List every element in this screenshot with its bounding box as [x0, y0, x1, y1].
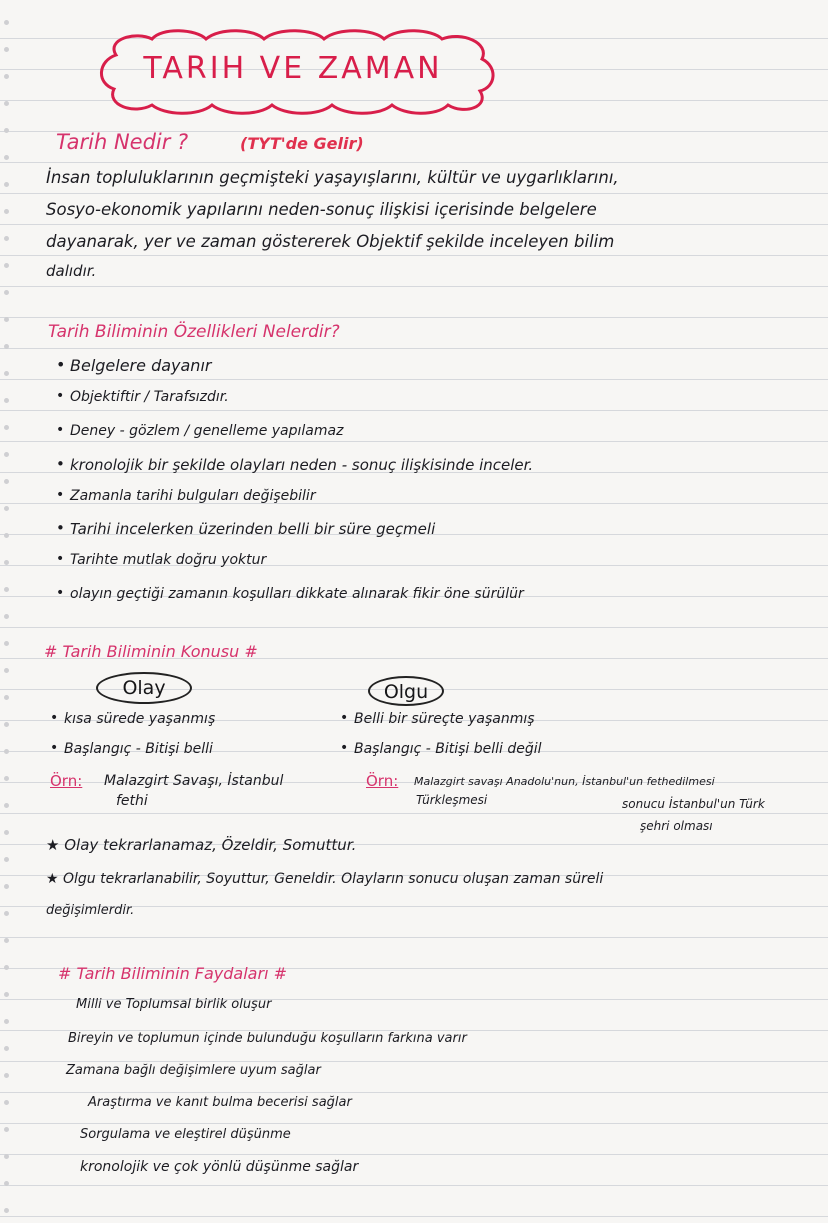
- page-title: TARIH VE ZAMAN: [143, 51, 443, 86]
- olgu-oval: Olgu: [368, 676, 444, 706]
- binding-hole: [4, 614, 9, 619]
- feature-item: • Tarihi incelerken üzerinden belli bir süre geçmeli: [70, 522, 435, 537]
- binding-holes: [4, 0, 10, 1223]
- olgu-example-line: Malazgirt savaşı Anadolu'nun, İstanbul'un fethedilmesi: [414, 775, 715, 788]
- olgu-note: ★ Olgu tekrarlanabilir, Soyuttur, Geneldir. Olayların sonucu oluşan zaman süreli: [46, 871, 604, 887]
- binding-hole: [4, 587, 9, 592]
- binding-hole: [4, 155, 9, 160]
- binding-hole: [4, 1127, 9, 1132]
- olay-example-line: fethi: [116, 793, 148, 809]
- feature-item: • Objektiftir / Tarafsızdır.: [70, 390, 229, 404]
- binding-hole: [4, 1046, 9, 1051]
- binding-hole: [4, 695, 9, 700]
- olgu-example-line: sonucu İstanbul'un Türk: [622, 797, 765, 811]
- binding-hole: [4, 74, 9, 79]
- binding-hole: [4, 803, 9, 808]
- binding-hole: [4, 344, 9, 349]
- tyt-note: (TYT'de Gelir): [240, 134, 364, 153]
- feature-item: • Belgelere dayanır: [70, 358, 211, 374]
- feature-item: • olayın geçtiği zamanın koşulları dikkate alınarak fikir öne sürülür: [70, 587, 524, 601]
- olay-bullet: • Başlangıç - Bitişi belli: [64, 742, 213, 756]
- olgu-bullet: • Belli bir süreçte yaşanmış: [354, 712, 535, 726]
- binding-hole: [4, 1019, 9, 1024]
- section-heading-faydalari: # Tarih Biliminin Faydaları #: [58, 964, 287, 983]
- olay-note: ★ Olay tekrarlanamaz, Özeldir, Somuttur.: [46, 836, 357, 854]
- olay-example-label: Örn:: [50, 772, 83, 790]
- binding-hole: [4, 641, 9, 646]
- olgu-example-line: şehri olması: [640, 819, 713, 833]
- olgu-example-label: Örn:: [366, 772, 399, 790]
- benefit-line: Bireyin ve toplumun içinde bulunduğu koşulların farkına varır: [68, 1031, 467, 1046]
- binding-hole: [4, 263, 9, 268]
- binding-hole: [4, 20, 9, 25]
- definition-line-3: dayanarak, yer ve zaman göstererek Objektif şekilde inceleyen bilim: [46, 232, 615, 251]
- binding-hole: [4, 533, 9, 538]
- binding-hole: [4, 128, 9, 133]
- definition-line-4: dalıdır.: [46, 262, 97, 280]
- binding-hole: [4, 182, 9, 187]
- binding-hole: [4, 938, 9, 943]
- binding-hole: [4, 857, 9, 862]
- binding-hole: [4, 425, 9, 430]
- feature-item: • Zamanla tarihi bulguları değişebilir: [70, 489, 316, 503]
- binding-hole: [4, 1154, 9, 1159]
- feature-item: • kronolojik bir şekilde olayları neden - sonuç ilişkisinde inceler.: [70, 458, 533, 473]
- benefit-line: Sorgulama ve eleştirel düşünme: [80, 1127, 291, 1142]
- definition-line-2: Sosyo-ekonomik yapılarını neden-sonuç ilişkisi içerisinde belgelere: [46, 200, 597, 219]
- binding-hole: [4, 830, 9, 835]
- feature-item: • Tarihte mutlak doğru yoktur: [70, 553, 266, 567]
- benefit-line: Araştırma ve kanıt bulma becerisi sağlar: [88, 1095, 352, 1110]
- binding-hole: [4, 317, 9, 322]
- binding-hole: [4, 1181, 9, 1186]
- binding-hole: [4, 290, 9, 295]
- binding-hole: [4, 236, 9, 241]
- olgu-note-continued: değişimlerdir.: [46, 903, 135, 918]
- binding-hole: [4, 479, 9, 484]
- section-heading-tarih-nedir: Tarih Nedir ?: [56, 130, 189, 154]
- benefit-line: Milli ve Toplumsal birlik oluşur: [76, 997, 272, 1012]
- section-heading-konusu: # Tarih Biliminin Konusu #: [44, 642, 258, 661]
- binding-hole: [4, 722, 9, 727]
- binding-hole: [4, 47, 9, 52]
- olay-bullet: • kısa sürede yaşanmış: [64, 712, 215, 726]
- binding-hole: [4, 1208, 9, 1213]
- binding-hole: [4, 965, 9, 970]
- binding-hole: [4, 776, 9, 781]
- definition-line-1: İnsan topluluklarının geçmişteki yaşayışlarını, kültür ve uygarlıklarını,: [46, 168, 619, 187]
- binding-hole: [4, 371, 9, 376]
- binding-hole: [4, 668, 9, 673]
- olay-example-line: Malazgirt Savaşı, İstanbul: [104, 773, 284, 789]
- binding-hole: [4, 749, 9, 754]
- binding-hole: [4, 452, 9, 457]
- benefit-line: Zamana bağlı değişimlere uyum sağlar: [66, 1063, 321, 1078]
- binding-hole: [4, 1100, 9, 1105]
- olay-oval: Olay: [96, 672, 192, 704]
- binding-hole: [4, 101, 9, 106]
- title-cloud: [86, 25, 500, 115]
- binding-hole: [4, 398, 9, 403]
- binding-hole: [4, 506, 9, 511]
- olgu-example-line: Türkleşmesi: [416, 793, 488, 807]
- feature-item: • Deney - gözlem / genelleme yapılamaz: [70, 424, 343, 438]
- benefit-line: kronolojik ve çok yönlü düşünme sağlar: [80, 1159, 359, 1175]
- binding-hole: [4, 560, 9, 565]
- section-heading-ozellikler: Tarih Biliminin Özellikleri Nelerdir?: [48, 322, 340, 342]
- binding-hole: [4, 992, 9, 997]
- binding-hole: [4, 1073, 9, 1078]
- olgu-bullet: • Başlangıç - Bitişi belli değil: [354, 742, 542, 756]
- binding-hole: [4, 884, 9, 889]
- binding-hole: [4, 911, 9, 916]
- binding-hole: [4, 209, 9, 214]
